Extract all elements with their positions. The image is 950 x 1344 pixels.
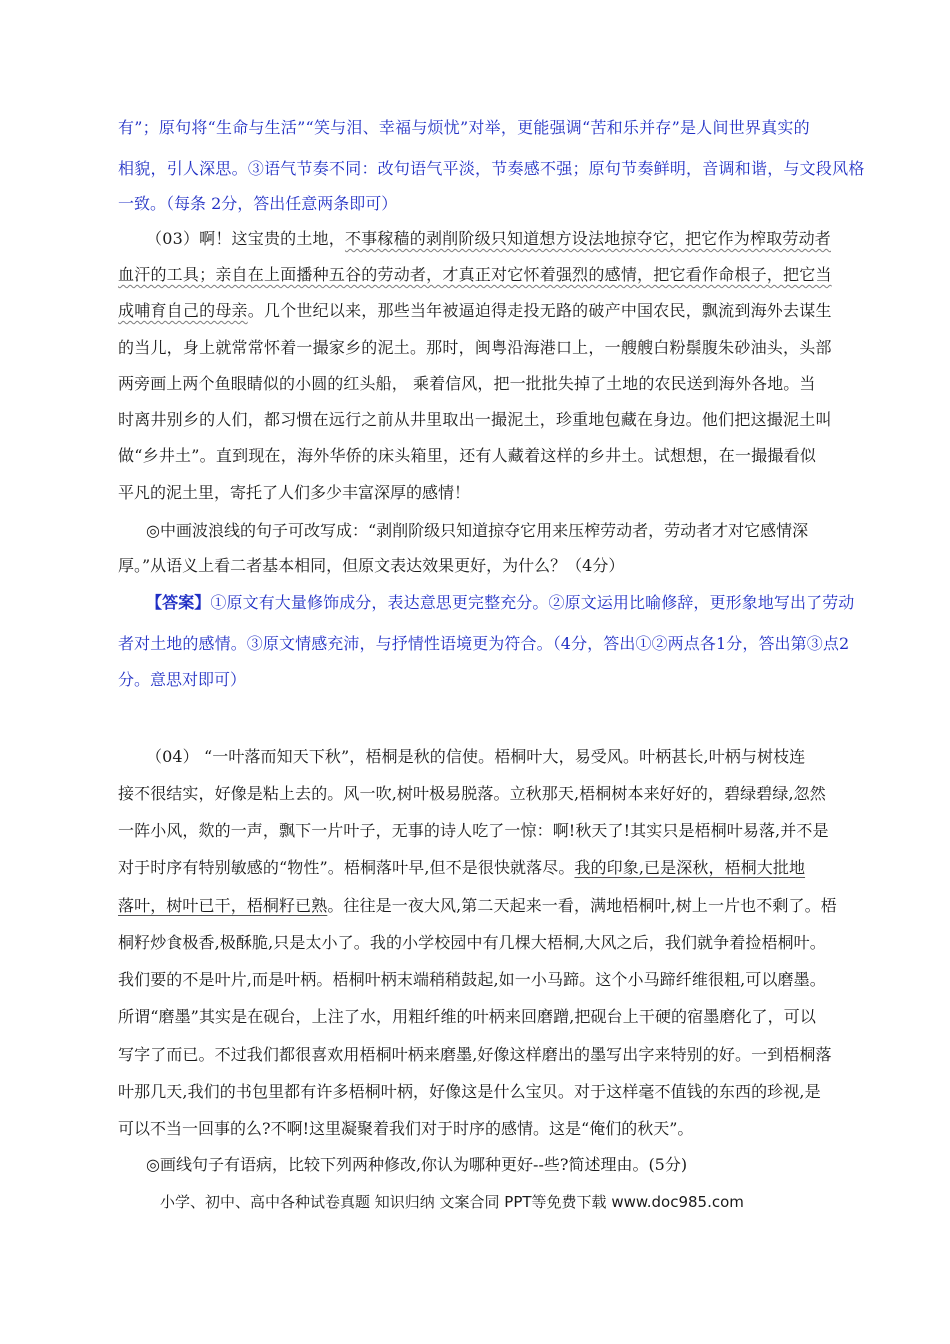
question03-line-1: ◎中画波浪线的句子可改写成：“剥削阶级只知道掠夺它用来压榨劳动者，劳动者才对它感情深 xyxy=(146,521,809,540)
passage03-text: 。几个世纪以来，那些当年被逼迫得走投无路的破产中国农民，飘流到海外去谋生 xyxy=(247,301,832,320)
passage03-line-1 xyxy=(146,229,831,249)
question04-line-1: ◎画线句子有语病，比较下列两种修改,你认为哪种更好--些?简述理由。(5分) xyxy=(146,1155,688,1174)
answer03-text: ①原文有大量修饰成分，表达意思更完整充分。②原文运用比喻修辞，更形象地写出了劳动 xyxy=(210,593,855,612)
passage03-line-8: 平凡的泥土里，寄托了人们多少丰富深厚的感情！ xyxy=(118,483,471,502)
passage04-line-8: 所谓“磨墨”其实是在砚台，上注了水，用粗纤维的叶柄来回磨蹭,把砚台上干硬的宿墨磨化了，可以 xyxy=(118,1007,816,1026)
passage04-line-2: 接不很结实，好像是粘上去的。风一吹,树叶极易脱落。立秋那天,梧桐树本来好好的，碧绿碧绿,忽然 xyxy=(118,784,826,803)
passage03-line-5: 两旁画上两个鱼眼睛似的小圆的红头船， 乘着信风，把一批批失掉了土地的农民送到海外各地。当 xyxy=(118,374,816,393)
answer03-line-2: 者对土地的感情。③原文情感充沛，与抒情性语境更为符合。（4分，答出①②两点各1分，答出第③点2 xyxy=(118,634,850,653)
passage04-text: 对于时序有特别敏感的“物性”。梧桐落叶早,但不是很快就落尽。 xyxy=(118,858,575,877)
answer-line-3: 一致。（每条 2分，答出任意两条即可） xyxy=(118,194,398,213)
answer-line-1: 有”；原句将“生命与生活”“笑与泪、幸福与烦忧”对举，更能强调“苦和乐并存”是人间世界真实的 xyxy=(118,118,810,137)
passage03-line-4: 的当儿，身上就常常怀着一撮家乡的泥土。那时，闽粤沿海港口上，一艘艘白粉鬃腹朱砂油头，头部 xyxy=(118,338,832,357)
footer-banner: 小学、初中、高中各种试卷真题 知识归纳 文案合同 PPT等免费下载 www.doc985.com xyxy=(160,1193,744,1211)
wavy-underlined-sentence: 成哺育自己的母亲 xyxy=(118,301,248,320)
answer03-line-1 xyxy=(146,593,854,613)
passage03-line-6: 时离井别乡的人们，都习惯在远行之前从井里取出一撮泥土，珍重地包藏在身边。他们把这撮泥土叫 xyxy=(118,410,832,429)
passage04-line-6: 桐籽炒食极香,极酥脆,只是太小了。我的小学校园中有几棵大梧桐,大风之后，我们就争着捡梧桐叶。 xyxy=(118,933,826,952)
wavy-underlined-sentence: 血汗的工具；亲自在上面播种五谷的劳动者，才真正对它怀着强烈的感情，把它看作命根子，把它当 xyxy=(118,265,832,284)
passage03-line-3 xyxy=(118,301,832,321)
passage04-line-9: 写字了而已。不过我们都很喜欢用梧桐叶柄来磨墨,好像这样磨出的墨写出字来特别的好。一到梧桐落 xyxy=(118,1045,832,1064)
passage04-line-3: 一阵小风，欻的一声，飘下一片叶子，无事的诗人吃了一惊：啊!秋天了!其实只是梧桐叶易落,并不是 xyxy=(118,821,829,840)
answer03-line-3: 分。意思对即可） xyxy=(118,670,247,689)
underlined-sentence: 落叶，树叶已干，梧桐籽已熟 xyxy=(118,896,328,915)
passage03-line-7: 做“乡井土”。直到现在，海外华侨的床头箱里，还有人藏着这样的乡井土。试想想，在一撮撮看似 xyxy=(118,446,817,465)
answer-tag: 【答案】 xyxy=(146,593,211,612)
question03-line-2: 厚。”从语义上看二者基本相同，但原文表达效果更好，为什么？（4分） xyxy=(118,556,625,575)
passage04-line-10: 叶那几天,我们的书包里都有许多梧桐叶柄，好像这是什么宝贝。对于这样毫不值钱的东西的珍视,是 xyxy=(118,1082,821,1101)
passage03-text: （03）啊！这宝贵的土地， xyxy=(146,229,345,248)
passage04-line-1: （04） “一叶落而知天下秋”，梧桐是秋的信使。梧桐叶大，易受风。叶柄甚长,叶柄与树枝连 xyxy=(146,747,806,766)
answer-line-2: 相貌，引人深思。③语气节奏不同：改句语气平淡，节奏感不强；原句节奏鲜明，音调和谐，与文段风格 xyxy=(118,159,865,178)
passage04-text: 。往往是一夜大风,第二天起来一看，满地梧桐叶,树上一片也不剩了。梧 xyxy=(327,896,837,915)
passage04-line-11: 可以不当一回事的么?不啊!这里凝聚着我们对于时序的感情。这是“俺们的秋天”。 xyxy=(118,1119,694,1138)
passage04-line-7: 我们要的不是叶片,而是叶柄。梧桐叶柄末端稍稍鼓起,如一小马蹄。这个小马蹄纤维很粗,可以磨墨。 xyxy=(118,970,826,989)
passage03-line-2 xyxy=(118,265,832,285)
wavy-underlined-sentence: 不事稼穑的剥削阶级只知道想方设法地掠夺它，把它作为榨取劳动者 xyxy=(344,229,831,248)
underlined-sentence: 我的印象,已是深秋，梧桐大批地 xyxy=(574,858,806,877)
passage04-line-5 xyxy=(118,896,837,916)
passage04-line-4 xyxy=(118,858,805,878)
